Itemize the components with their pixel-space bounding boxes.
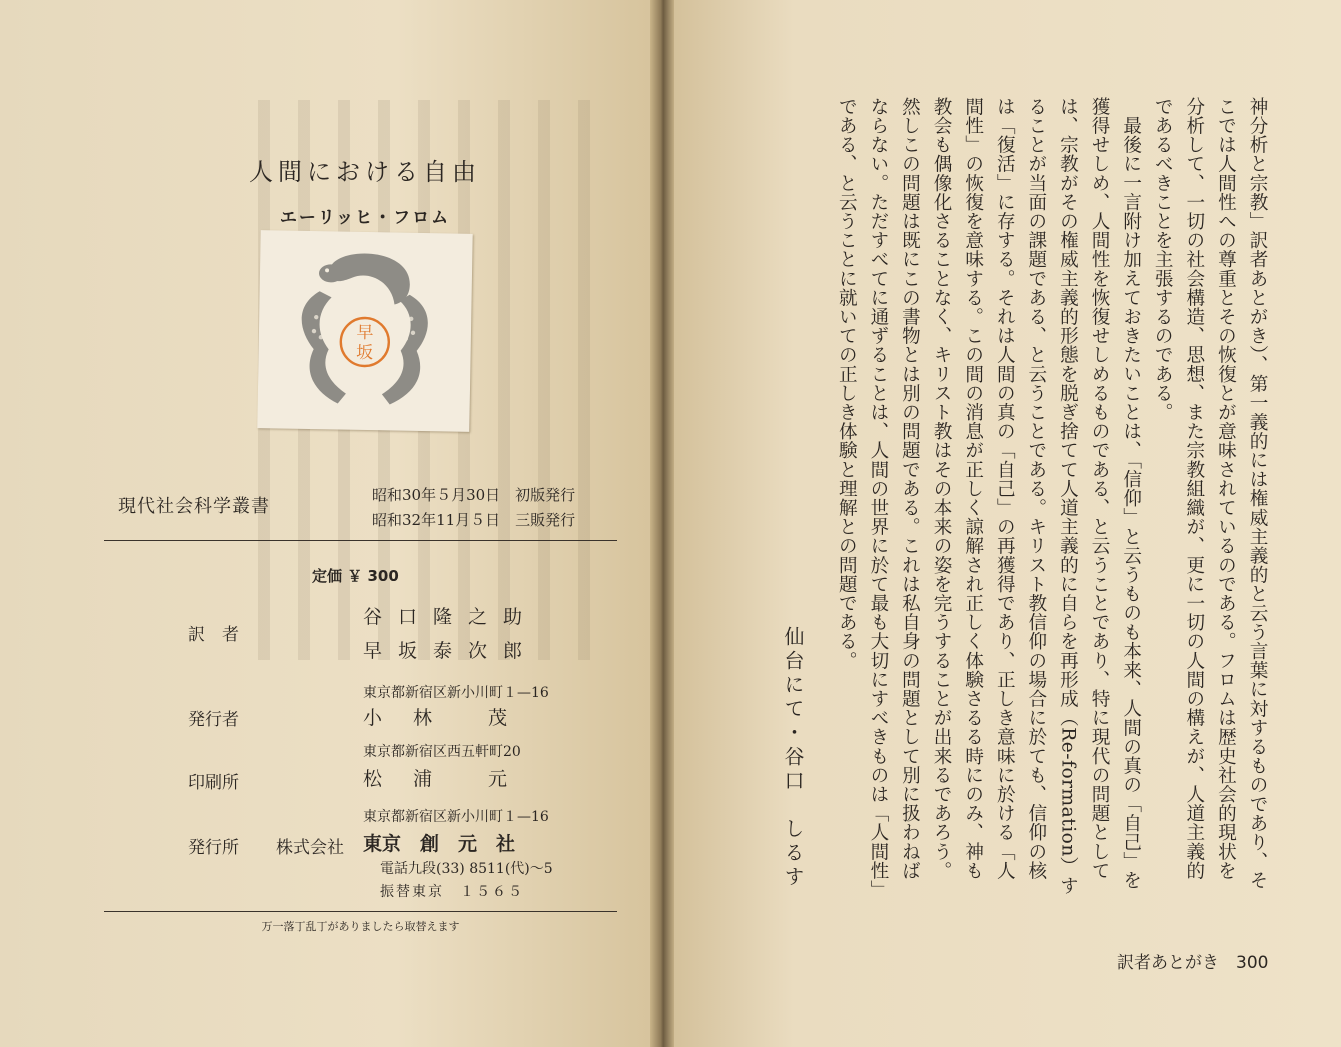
book-author: エーリッヒ・フロム bbox=[279, 208, 451, 228]
colophon-page bbox=[0, 0, 660, 1047]
ouroboros-seal-icon bbox=[257, 230, 472, 432]
house-label: 発行所 bbox=[188, 838, 239, 858]
price: 定価 ￥ 300 bbox=[312, 567, 399, 585]
translator-1: 谷口隆之助 bbox=[363, 606, 539, 628]
seal-stamp-char-1: 早 bbox=[356, 322, 374, 344]
translator-label: 訳 者 bbox=[188, 625, 239, 645]
translator-signature: 仙台にて・谷口 しるす bbox=[781, 626, 805, 890]
divider-top bbox=[104, 540, 617, 541]
publisher-label: 発行者 bbox=[188, 710, 239, 730]
afterword-paragraph-1: 神分析と宗教」訳者あとがき）、第一義的には権威主義的と云う言葉に対するものであり、そこでは人間性への尊重とその恢復とが意味されているのである。フロムは歴史社会的現状を分析して、一切の社会構造、思想、また宗教組織が、更に一切の人間の構えが、人道主義的であるべきことを主張するのである。 bbox=[1152, 97, 1268, 890]
translator-2: 早坂泰次郎 bbox=[363, 640, 539, 662]
series-name: 現代社会科学叢書 bbox=[118, 496, 270, 517]
inspection-seal-sticker bbox=[257, 230, 472, 432]
printer-name: 松 浦 元 bbox=[363, 768, 514, 790]
house-address: 東京都新宿区新小川町１—16 bbox=[363, 809, 549, 825]
book-gutter bbox=[650, 0, 674, 1047]
book-title: 人間における自由 bbox=[249, 158, 481, 186]
phone-number: 電話九段(33) 8511(代)〜5 bbox=[380, 861, 553, 877]
divider-bottom bbox=[104, 911, 617, 912]
publisher-address: 東京都新宿区新小川町１—16 bbox=[363, 685, 549, 701]
replacement-notice: 万一落丁乱丁がありましたら取替えます bbox=[261, 920, 460, 933]
house-kind: 株式会社 bbox=[276, 838, 344, 858]
page-folio: 訳者あとがき 300 bbox=[1117, 953, 1269, 973]
printer-label: 印刷所 bbox=[188, 773, 239, 793]
house-name: 東京 創 元 社 bbox=[363, 833, 516, 855]
printer-address: 東京都新宿区西五軒町20 bbox=[363, 744, 521, 760]
publisher-name: 小 林 茂 bbox=[363, 707, 514, 729]
edition-third: 昭和32年11月５日 三販発行 bbox=[372, 511, 576, 529]
afterword-body bbox=[831, 97, 1273, 897]
edition-first: 昭和30年５月30日 初版発行 bbox=[372, 486, 576, 504]
edition-dates bbox=[372, 483, 575, 533]
transfer-account: 振替東京 １５６５ bbox=[380, 884, 524, 900]
seal-stamp-char-2: 坂 bbox=[355, 342, 374, 364]
afterword-paragraph-2: 最後に一言附け加えておきたいことは、「信仰」と云うものも本来、人間の真の「自己」を獲得せしめ、人間性を恢復せしめるものである、と云うことであり、特に現代の問題としては、宗教がその権威主義的形態を脱ぎ捨てて人道主義的に自らを再形成（Re-formation）することが当面の課題である、と云うことである。キリスト教信仰の場合に於ても、信仰の核は「復活」に存する。それは人間の真の「自己」の再獲得であり、正しき意味に於ける「人間性」の恢復を意味する。この間の消息が正しく諒解され正しく体験さるる時にのみ、神も教会も偶像化さることなく、キリスト教はその本来の姿を完うすることが出来るであろう。然しこの問題は既にこの書物とは別の問題である。これは私自身の問題として別に扱わねばならない。ただすべてに通ずることは、人間の世界に於て最も大切にすべきものは「人間性」である、と云うことに就いての正しき体験と理解との問題である。 bbox=[836, 97, 1142, 896]
